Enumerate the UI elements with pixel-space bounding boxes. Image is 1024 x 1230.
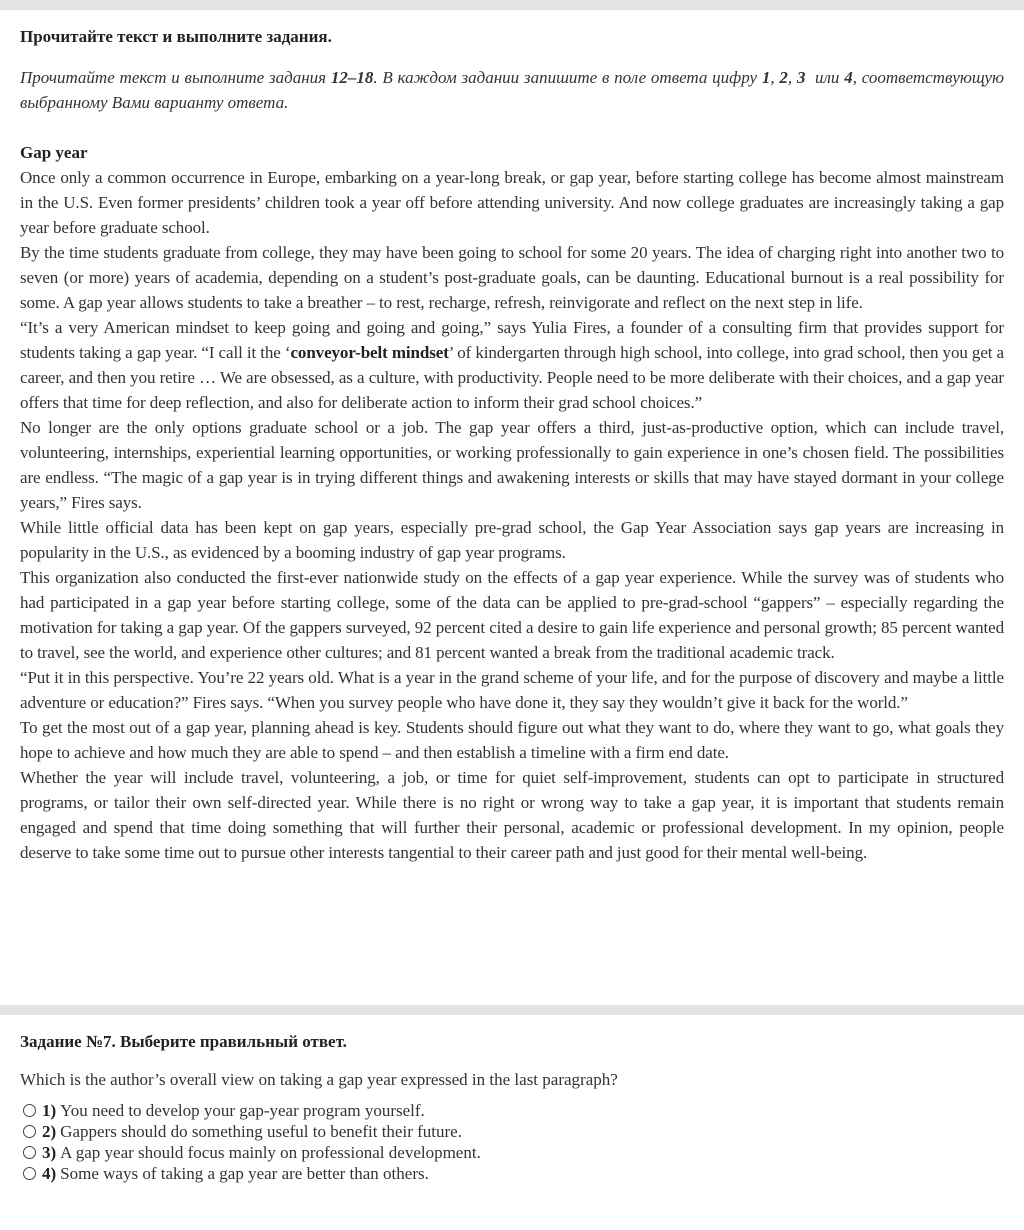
option-text: Gappers should do something useful to benefit their future.: [60, 1122, 462, 1141]
radio-button-icon[interactable]: [23, 1125, 36, 1138]
instructions-separator: ,: [770, 68, 780, 87]
reading-text: [20, 140, 1004, 865]
radio-button-icon[interactable]: [23, 1104, 36, 1117]
instructions-digit: 3: [796, 68, 806, 87]
instructions-text: Прочитайте текст и выполните задания: [20, 68, 331, 87]
instructions-text: , соответствующую выбранному Вами варианту ответа.: [20, 68, 1005, 112]
option-text: You need to develop your gap-year program yourself.: [60, 1101, 425, 1120]
instructions-digit: 2: [779, 68, 788, 87]
highlighted-phrase: conveyor-belt mindset: [290, 343, 449, 362]
answer-option-2[interactable]: [20, 1121, 481, 1142]
option-number: 2): [42, 1122, 57, 1141]
article-paragraph: By the time students graduate from college, they may have been going to school for some 20 years. The idea of charging right into another two to seven (or more) years of academia, depending on a student’s post-graduate goals, can be daunting. Educational burnout is a real possibility for some. A gap year allows students to take a breather – to rest, recharge, refresh, reinvigorate and reflect on the next step in life.: [20, 243, 1004, 312]
instructions-digit: 1: [761, 68, 771, 87]
option-number: 3): [42, 1143, 57, 1162]
answer-option-3[interactable]: [20, 1142, 481, 1163]
top-divider-band: [0, 0, 1024, 10]
answer-option-1[interactable]: [20, 1100, 481, 1121]
article-paragraph: This organization also conducted the first-ever nationwide study on the effects of a gap year experience. While the survey was of students who had participated in a gap year before starting college, some of the data can be applied to pre-grad-school “gappers” – especially regarding the motivation for taking a gap year. Of the gappers surveyed, 92 percent cited a desire to gain life experience and personal growth; 85 percent wanted to travel, see the world, and experience other cultures; and 81 percent wanted a break from the traditional academic track.: [20, 568, 1004, 662]
option-text: Some ways of taking a gap year are better than others.: [60, 1164, 429, 1183]
option-text: A gap year should focus mainly on professional development.: [60, 1143, 481, 1162]
article-paragraph: While little official data has been kept on gap years, especially pre-grad school, the Gap Year Association says gap years are increasing in popularity in the U.S., as evidenced by a booming industry of gap year programs.: [20, 518, 1004, 562]
article-paragraph: “Put it in this perspective. You’re 22 years old. What is a year in the grand scheme of your life, and for the purpose of discovery and maybe a little adventure or education?” Fires says. “When you survey people who have done it, they say they wouldn’t give it back for the world.”: [20, 668, 1004, 712]
article-paragraph: To get the most out of a gap year, planning ahead is key. Students should figure out what they want to do, where they want to go, what goals they hope to achieve and how much they are able to spend – and then establish a timeline with a firm end date.: [20, 718, 1004, 762]
answer-option-4[interactable]: [20, 1163, 481, 1184]
task-question: Which is the author’s overall view on taking a gap year expressed in the last paragraph?: [20, 1070, 618, 1089]
instructions: [20, 65, 1004, 115]
instructions-digit: 4: [844, 68, 853, 87]
answer-options: [20, 1100, 481, 1184]
instructions-separator: ,: [787, 68, 797, 87]
article-paragraph: Whether the year will include travel, volunteering, a job, or time for quiet self-improvement, students can opt to participate in structured programs, or tailor their own self-directed year. While there is no right or wrong way to take a gap year, it is important that students remain engaged and spend that time doing something that will further their personal, academic or professional development. In my opinion, people deserve to take some time out to pursue other interests tangential to their career path and just good for their mental well-being.: [20, 768, 1004, 862]
radio-button-icon[interactable]: [23, 1146, 36, 1159]
article-title: Gap year: [20, 143, 88, 162]
option-number: 4): [42, 1164, 57, 1183]
instructions-text: . В каждом задании запишите в поле ответа цифру: [373, 68, 762, 87]
section-title: Прочитайте текст и выполните задания.: [20, 27, 332, 46]
option-number: 1): [42, 1101, 57, 1120]
article-paragraph: No longer are the only options graduate school or a job. The gap year offers a third, just-as-productive option, which can include travel, volunteering, internships, experiential learning opportunities, or working professionally to gain experience in one’s chosen field. The possibilities are endless. “The magic of a gap year is in trying different things and awakening interests or skills that may have stayed dormant in your college years,” Fires says.: [20, 418, 1004, 512]
instructions-text: или: [805, 68, 845, 87]
paragraph-text: “It’s a very American mindset to keep going and going and going,” says Yulia Fires, a founder of a consulting firm that provides support for students taking a gap year. “I call it the ‘: [20, 318, 1004, 362]
article-paragraph: [20, 315, 1004, 415]
task-title: Задание №7. Выберите правильный ответ.: [20, 1032, 347, 1051]
paragraph-text: ’ of kindergarten through high school, into college, into grad school, then you get a career, and then you retire … We are obsessed, as a culture, with productivity. People need to be more deliberate with their choices, and a gap year offers that time for deep reflection, and also for deliberate action to inform their grad school choices.”: [20, 343, 1004, 412]
section-divider-band: [0, 1005, 1024, 1015]
radio-button-icon[interactable]: [23, 1167, 36, 1180]
instructions-task-range: 12–18: [330, 68, 374, 87]
article-paragraph: Once only a common occurrence in Europe, embarking on a year-long break, or gap year, before starting college has become almost mainstream in the U.S. Even former presidents’ children took a year off before attending university. And now college graduates are increasingly taking a gap year before graduate school.: [20, 168, 1004, 237]
